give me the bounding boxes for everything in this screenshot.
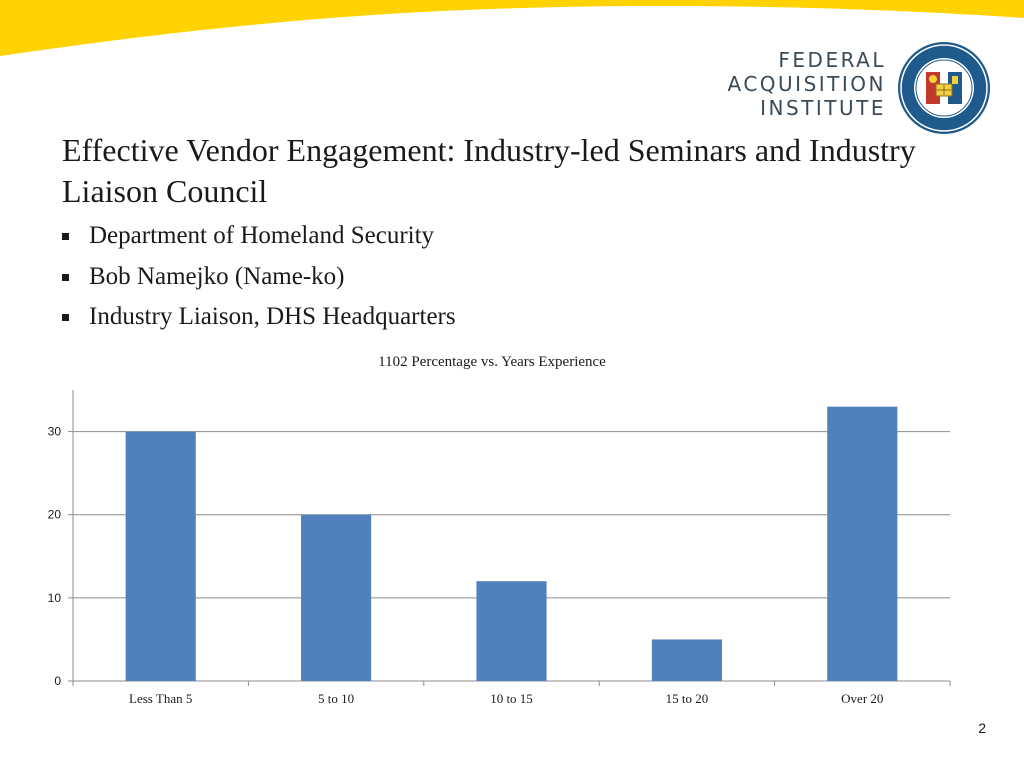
bullet-text: Industry Liaison, DHS Headquarters [89,303,456,330]
bullet-item [62,216,456,257]
x-category-label: 10 to 15 [490,691,533,706]
y-tick-label: 30 [47,424,61,439]
slide-title: Effective Vendor Engagement: Industry-led Seminars and Industry Liaison Council [62,132,916,209]
y-tick-label: 0 [54,674,61,688]
bullet-square-icon [62,274,69,281]
bar [652,639,722,681]
logo-line-1: FEDERAL [778,48,886,72]
bar-chart [0,380,1024,710]
bullet-list [62,216,456,338]
x-category-label: 5 to 10 [318,691,355,706]
institute-seal-icon [896,40,992,136]
bar [301,515,371,681]
bullet-item [62,257,456,298]
bar [126,432,196,681]
bullet-square-icon [62,314,69,321]
y-tick-label: 20 [47,507,61,522]
logo-line-2: ACQUISITION [727,72,886,96]
logo-wordmark [700,48,886,120]
bullet-text: Department of Homeland Security [89,222,435,249]
y-tick-label: 10 [47,590,61,605]
bar [827,407,897,681]
x-category-label: 15 to 20 [665,691,709,706]
page-number: 2 [978,720,986,736]
x-category-label: Less Than 5 [129,691,193,706]
x-category-label: Over 20 [841,691,884,706]
logo-line-3: INSTITUTE [760,96,886,120]
bullet-square-icon [62,233,69,240]
bar [476,581,546,681]
chart-title: 1102 Percentage vs. Years Experience [378,354,606,370]
bullet-text: Bob Namejko (Name-ko) [89,262,345,290]
bullet-item [62,297,456,338]
